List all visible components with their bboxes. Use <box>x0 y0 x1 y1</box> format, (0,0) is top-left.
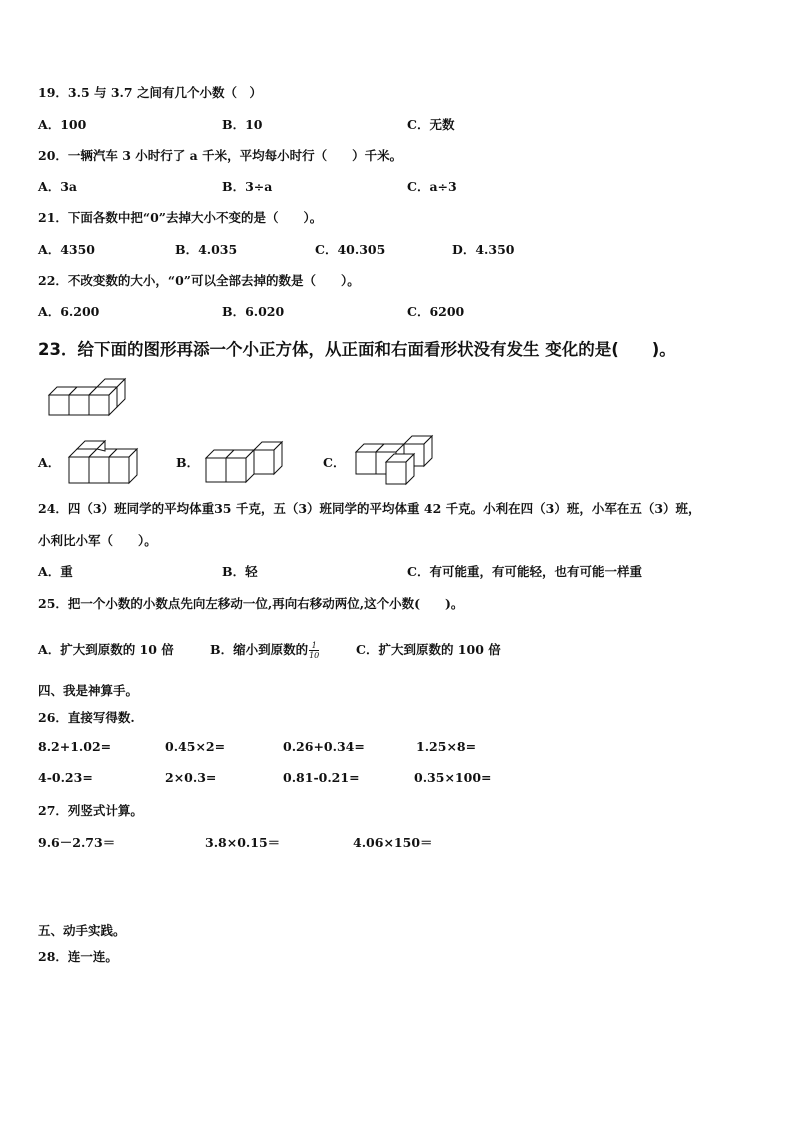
q26-item: 0.45×2= <box>165 739 226 754</box>
q23-option-b: B． <box>176 455 200 470</box>
q19-stem: 19．3.5 与 3.7 之间有几个小数（ ） <box>38 85 262 100</box>
q23-option-b-figure <box>205 442 295 486</box>
q23-option-c-figure <box>355 442 445 486</box>
q21-stem: 21．下面各数中把“0”去掉大小不变的是（ ）。 <box>38 210 323 225</box>
q25-option-c: C．扩大到原数的 100 倍 <box>356 642 501 657</box>
q25-option-b-text: B．缩小到原数的 <box>210 642 309 657</box>
q25-fraction <box>309 641 319 660</box>
q28-stem: 28．连一连。 <box>38 949 118 964</box>
q27-stem: 27．列竖式计算。 <box>38 803 143 818</box>
q22-option-a: A．6.200 <box>38 304 100 319</box>
q19-option-a: A．100 <box>38 117 87 132</box>
q25-stem: 25．把一个小数的小数点先向左移动一位,再向右移动两位,这个小数( )。 <box>38 596 464 611</box>
q21-option-c: C．40.305 <box>315 242 386 257</box>
q26-item: 0.35×100= <box>414 770 492 785</box>
q21-option-d: D．4.350 <box>452 242 515 257</box>
q24-option-a: A．重 <box>38 564 73 579</box>
q23-stem: 23．给下面的图形再添一个小正方体，从正面和右面看形状没有发生 变化的是( )。 <box>38 340 676 359</box>
q22-stem: 22．不改变数的大小，“0”可以全部去掉的数是（ ）。 <box>38 273 360 288</box>
q22-option-b: B．6.020 <box>222 304 285 319</box>
q26-item: 0.81-0.21= <box>283 770 360 785</box>
q24-stem-line1: 24．四（3）班同学的平均体重35 千克，五（3）班同学的平均体重 42 千克。小利在四（3）班，小军在五（3）班， <box>38 501 701 516</box>
q21-option-b: B．4.035 <box>175 242 238 257</box>
q25-fraction-num: 1 <box>309 641 319 651</box>
q23-figure-cubes <box>48 382 128 418</box>
q27-item: 4.06×150＝ <box>353 835 433 850</box>
q20-option-c: C．a÷3 <box>407 179 457 194</box>
q20-option-a: A．3a <box>38 179 77 194</box>
q19-option-c: C．无数 <box>407 117 455 132</box>
q23-option-c: C． <box>323 455 346 470</box>
q26-item: 2×0.3= <box>165 770 217 785</box>
q25-fraction-den: 10 <box>309 651 320 660</box>
q24-option-c: C．有可能重，有可能轻，也有可能一样重 <box>407 564 642 579</box>
q27-item: 3.8×0.15＝ <box>205 835 281 850</box>
q24-option-b: B．轻 <box>222 564 258 579</box>
q19-option-b: B．10 <box>222 117 263 132</box>
q22-option-c: C．6200 <box>407 304 465 319</box>
q26-stem: 26．直接写得数. <box>38 710 135 725</box>
q20-stem: 20．一辆汽车 3 小时行了 a 千米，平均每小时行（ ）千米。 <box>38 148 403 163</box>
q25-option-b <box>210 640 319 660</box>
q20-option-b: B．3÷a <box>222 179 273 194</box>
q27-item: 9.6－2.73＝ <box>38 835 116 850</box>
q21-option-a: A．4350 <box>38 242 95 257</box>
q23-option-a-figure <box>68 446 148 486</box>
q25-option-a: A．扩大到原数的 10 倍 <box>38 642 174 657</box>
q26-item: 1.25×8= <box>416 739 477 754</box>
q26-item: 8.2+1.02= <box>38 739 112 754</box>
q24-stem-line2: 小利比小军（ ）。 <box>38 533 157 548</box>
q26-item: 4-0.23= <box>38 770 93 785</box>
section4-heading: 四、我是神算手。 <box>38 683 139 698</box>
q26-item: 0.26+0.34= <box>283 739 365 754</box>
q23-option-a: A． <box>38 455 61 470</box>
section5-heading: 五、动手实践。 <box>38 923 126 938</box>
